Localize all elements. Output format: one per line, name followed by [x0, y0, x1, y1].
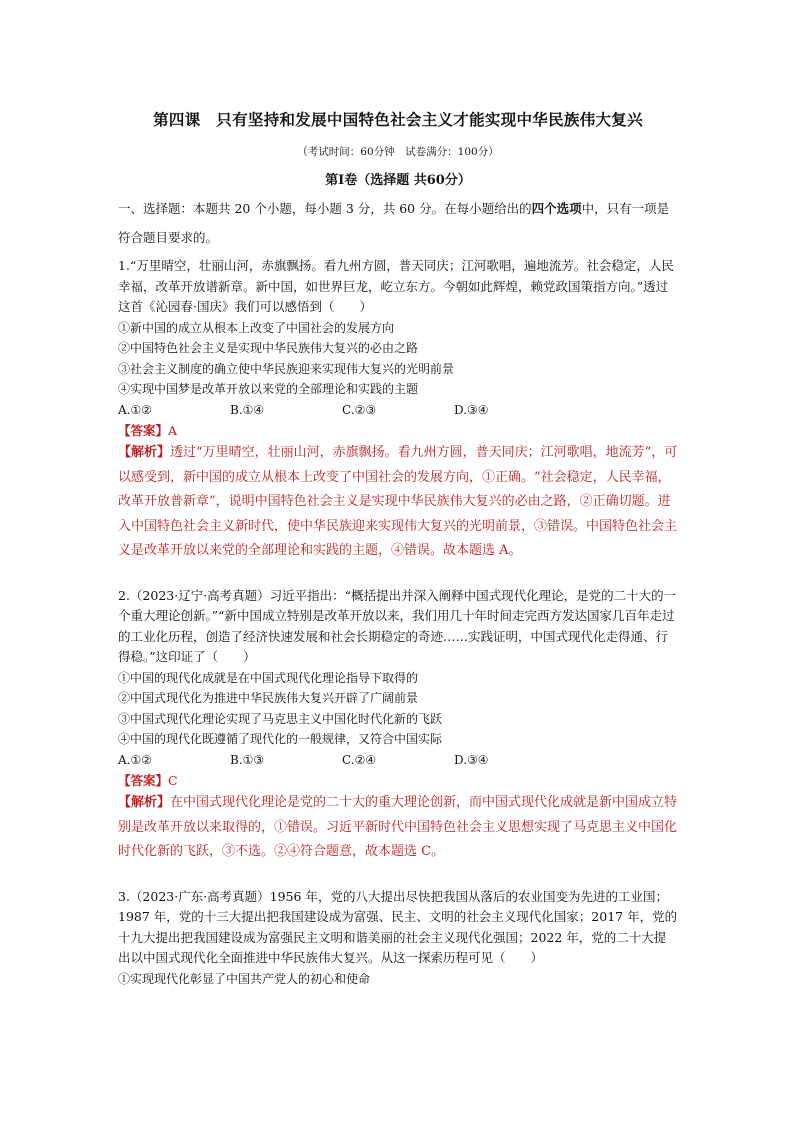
answer-line: 【答案】C — [118, 772, 178, 788]
option: ③社会主义制度的确立使中华民族迎来实现伟大复兴的光明前景 — [118, 361, 455, 376]
choice-d[interactable]: D.③④ — [454, 752, 489, 767]
analysis-block: 【解析】在中国式现代化理论是党的二十大的重大理论创新，而中国式现代化成就是新中国成立特别是改革开放以来取得的，①错误。习近平新时代中国特色社会主义思想实现了马克思主义中国化时代化新的飞跃，③不选。②④符合题意，故本题选 C。 — [118, 795, 678, 859]
choice-a[interactable]: A.①② — [118, 402, 152, 417]
section-instructions: 一、选择题：本题共 20 个小题，每小题 3 分，共 60 分。在每小题给出的四个选项中，只有一项是符合题目要求的。 — [118, 201, 670, 245]
choice-b[interactable]: B.①④ — [230, 402, 265, 417]
option: ②中国式现代化为推进中华民族伟大复兴开辟了广阔前景 — [118, 691, 419, 705]
answer-choices — [118, 750, 678, 771]
option: ①中国的现代化成就是在中国式现代化理论指导下取得的 — [118, 670, 419, 685]
choice-c[interactable]: C.②③ — [342, 402, 377, 417]
exam-page — [118, 100, 678, 989]
option: ①实现现代化彰显了中国共产党人的初心和使命 — [118, 971, 371, 986]
option: ④实现中国梦是改革开放以来党的全部理论和实践的主题 — [118, 382, 419, 396]
option: ③中国式现代化理论实现了马克思主义中国化时代化新的飞跃 — [118, 711, 443, 726]
answer-choices — [118, 400, 678, 421]
choice-c[interactable]: C.②④ — [342, 752, 377, 767]
analysis-text: 在中国式现代化理论是党的二十大的重大理论创新，而中国式现代化成就是新中国成立特别是改革开放以来取得的，①错误。习近平新时代中国特色社会主义思想实现了马克思主义中国化时代化新的飞跃，③不选。②④符合题意，故本题选 C。 — [118, 795, 678, 859]
option: ②中国特色社会主义是实现中华民族伟大复兴的必由之路 — [118, 341, 419, 355]
question-3 — [118, 887, 678, 990]
page-title: 第四课 只有坚持和发展中国特色社会主义才能实现中华民族伟大复兴 — [153, 110, 643, 129]
exam-info: （考试时间：60分钟 试卷满分：100分） — [297, 146, 499, 158]
answer-line: 【答案】A — [118, 422, 178, 438]
question-stem: 1.“万里晴空，壮丽山河，赤旗飘扬。看九州方圆，普天同庆；江河歌唱，遍地流芳。社会稳定，人民幸福，改革开放谱新章。新中国，如世界巨龙，屹立东方。今朝如此辉煌，赖党政国策指方向。”透过这首《沁园春·国庆》我们可以感悟到（ ） — [118, 258, 674, 314]
answer-value: C — [168, 772, 178, 788]
choice-d[interactable]: D.③④ — [454, 402, 489, 417]
choice-b[interactable]: B.①③ — [230, 752, 265, 767]
question-stem: 3.（2023·广东·高考真题）1956 年，党的八大提出尽快把我国从落后的农业国变为先进的工业国；1987 年，党的十三大提出把我国建设成为富强、民主、文明的社会主义现代化国家；2017 年，党的十九大提出把我国建设成为富强民主文明和谐美丽的社会主义现代化强国；2022 年，党的二十大提出以中国式现代化全面推进中华民族伟大复兴。从这一探索历程可见（ ） — [118, 888, 678, 965]
question-1 — [118, 256, 678, 564]
option: ①新中国的成立从根本上改变了中国社会的发展方向 — [118, 320, 395, 335]
emphasis-text: 四个选项 — [531, 201, 582, 216]
analysis-block: 【解析】透过“万里晴空，壮丽山河，赤旗飘扬。看九州方圆，普天同庆；江河歌唱，地流芳”，可以感受到，新中国的成立从根本上改变了中国社会的发展方向，①正确。“社会稳定，人民幸福，改革开放普新章”，说明中国特色社会主义是实现中华民族伟大复兴的必由之路，②正确切题。进入中国特色社会主义新时代，使中华民族迎来实现伟大复兴的光明前景，③错误。中国特色社会主义是改革开放以来党的全部理论和实践的主题，④错误。故本题选 A。 — [118, 445, 678, 558]
part-title: 第Ⅰ卷（选择题 共60分） — [325, 173, 471, 188]
choice-a[interactable]: A.①② — [118, 752, 152, 767]
question-stem: 2.（2023·辽宁·高考真题）习近平指出：“概括提出并深入阐释中国式现代化理论，是党的二十大的一个重大理论创新。”“新中国成立特别是改革开放以来，我们用几十年时间走完西方发达国家几百年走过的工业化历程，创造了经济快速发展和社会长期稳定的奇迹……实践证明，中国式现代化走得通、行得稳。”这印证了（ ） — [118, 587, 677, 664]
answer-value: A — [168, 422, 178, 438]
analysis-text: 透过“万里晴空，壮丽山河，赤旗飘扬。看九州方圆，普天同庆；江河歌唱，地流芳”，可以感受到，新中国的成立从根本上改变了中国社会的发展方向，①正确。“社会稳定，人民幸福，改革开放普新章”，说明中国特色社会主义是实现中华民族伟大复兴的必由之路，②正确切题。进入中国特色社会主义新时代，使中华民族迎来实现伟大复兴的光明前景，③错误。中国特色社会主义是改革开放以来党的全部理论和实践的主题，④错误。故本题选 A。 — [118, 445, 678, 558]
question-2 — [118, 586, 678, 865]
option: ④中国的现代化既遵循了现代化的一般规律，又符合中国实际 — [118, 732, 443, 746]
